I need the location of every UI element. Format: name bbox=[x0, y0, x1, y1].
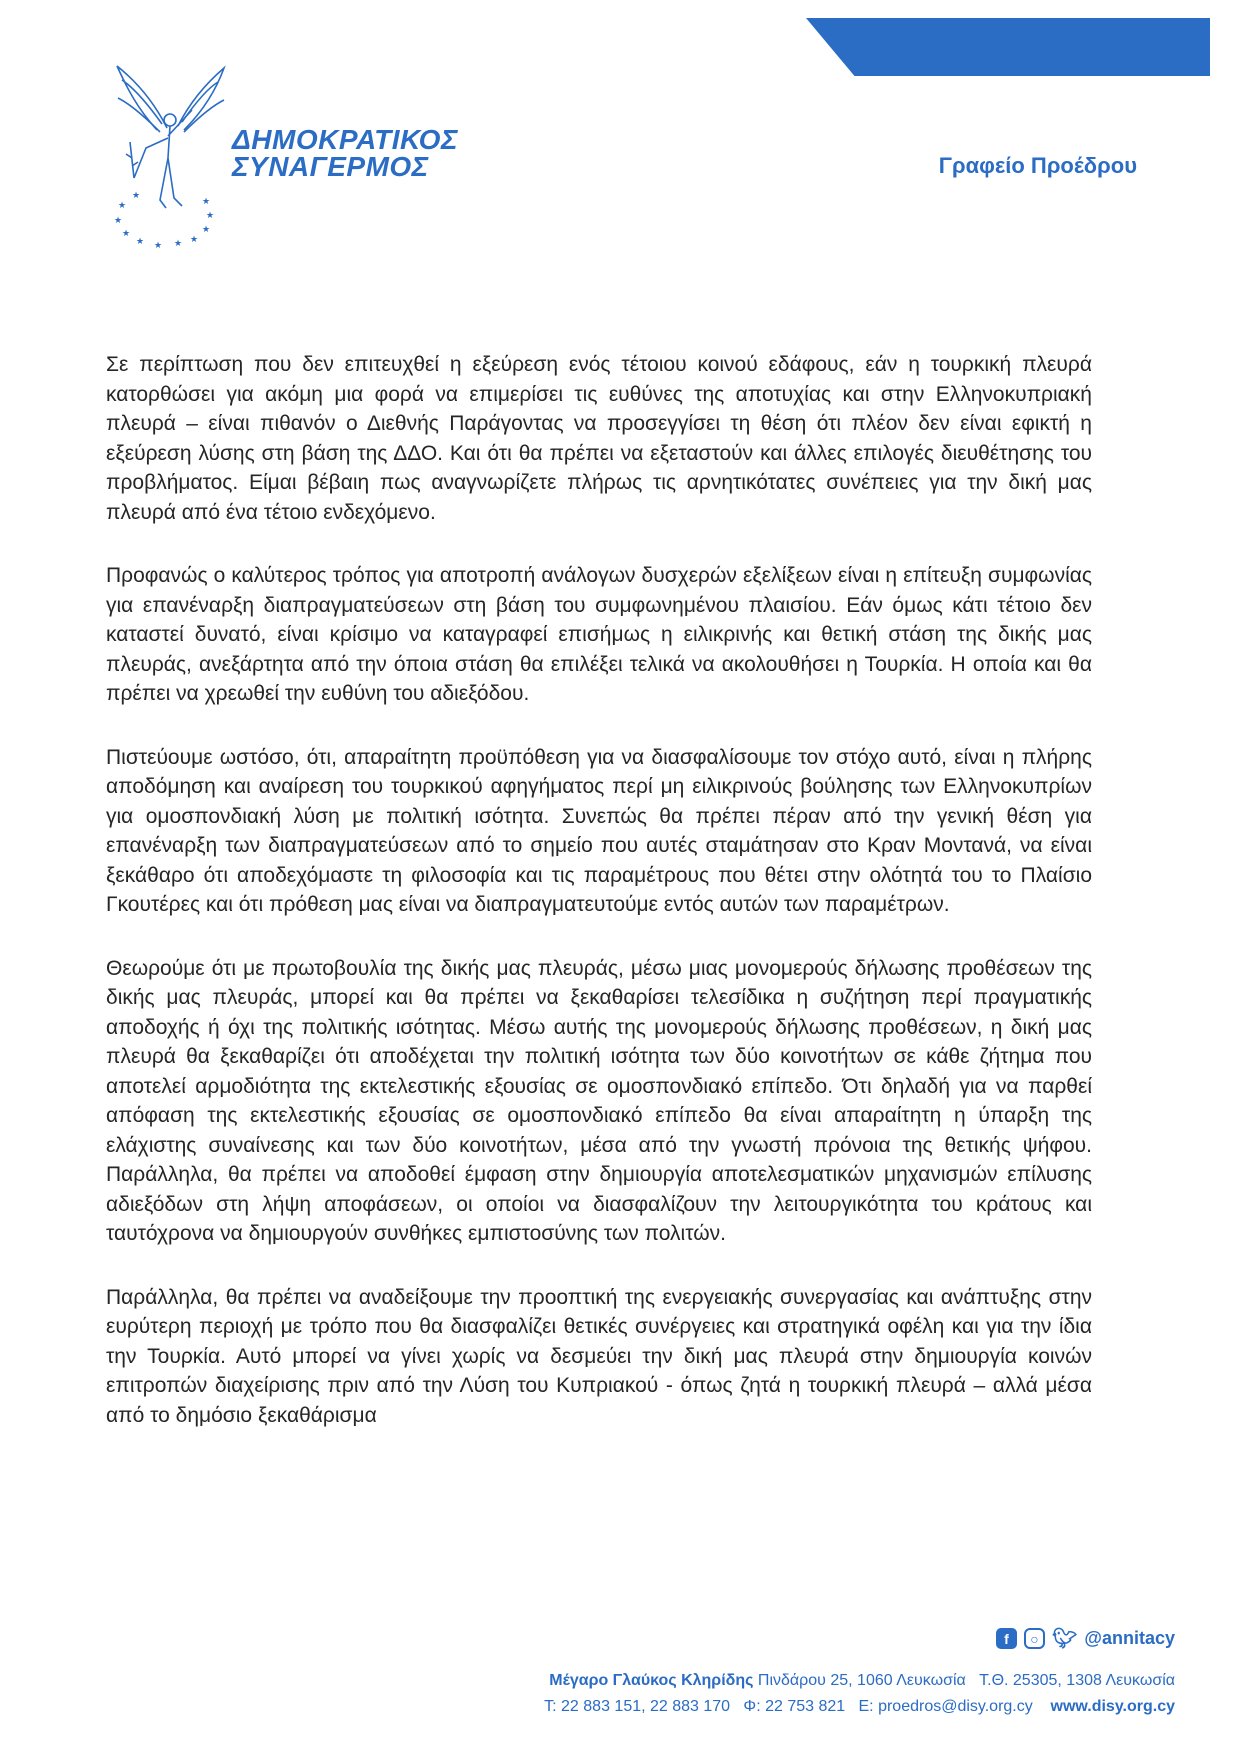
office-title: Γραφείο Προέδρου bbox=[938, 153, 1137, 178]
footer-po-box: Τ.Θ. 25305, 1308 Λευκωσία bbox=[979, 1672, 1175, 1689]
letter-body bbox=[106, 350, 1092, 1464]
svg-text:★: ★ bbox=[202, 197, 211, 207]
social-handle[interactable]: @annitacy bbox=[1084, 1628, 1175, 1648]
footer-fax: Φ: 22 753 821 bbox=[743, 1698, 846, 1715]
svg-text:★: ★ bbox=[136, 237, 145, 247]
paragraph: Θεωρούμε ότι με πρωτοβουλία της δικής μας πλευράς, μέσω μιας μονομερούς δήλωσης προθέσεων της δικής μας πλευράς, μπορεί και θα πρέπει να ξεκαθαρίσει τελεσίδικα η συζήτηση περί πραγματικής αποδοχής ή όχι της πολιτικής ισότητας. Μέσω αυτής της μονομερούς δήλωσης προθέσεων, η δική μας πλευρά θα ξεκαθαρίζει ότι αποδέχεται την πολιτική ισότητα των δύο κοινοτήτων σε κάθε ζήτημα που αποτελεί αρμοδιότητα της εκτελεστικής εξουσίας σε ομοσπονδιακό επίπεδο. Ότι δηλαδή για να παρθεί απόφαση της εκτελεστικής εξουσίας σε ομοσπονδιακό επίπεδο θα είναι απαραίτητη η ύπαρξη της ελάχιστης συναίνεσης και των δύο κοινοτήτων, μέσα από την γνωστή πρόνοια της θετικής ψήφου. Παράλληλα, θα πρέπει να αποδοθεί έμφαση στην δημιουργία αποτελεσματικών μηχανισμών επίλυσης αδιεξόδων στη λήψη αποφάσεων, οι οποίοι να διασφαλίζουν την λειτουργικότητα του κράτους και ταυτόχρονα να δημιουργούν συνθήκες εμπιστοσύνης των πολιτών. bbox=[106, 956, 1092, 1245]
party-name-line1: ΔΗΜΟΚΡΑΤΙΚΟΣ bbox=[232, 124, 458, 155]
footer-website[interactable]: www.disy.org.cy bbox=[1050, 1698, 1175, 1715]
paragraph: Προφανώς ο καλύτερος τρόπος για αποτροπή ανάλογων δυσχερών εξελίξεων είναι η επίτευξη συμφωνίας για επανέναρξη διαπραγματεύσεων στη βάση του συμφωνημένου πλαισίου. Εάν όμως κάτι τέτοιο δεν καταστεί δυνατό, είναι κρίσιμο να καταγραφεί επισήμως η ειλικρινής και θετική στάση της δικής μας πλευράς, ανεξάρτητα από την όποια στάση θα επιλέξει τελικά να ακολουθήσει η Τουρκία. Η οποία και θα πρέπει να χρεωθεί την ευθύνη του αδιεξόδου. bbox=[106, 564, 1092, 705]
party-name-line2: ΣΥΝΑΓΕΡΜΟΣ bbox=[232, 151, 429, 182]
svg-text:★: ★ bbox=[118, 201, 127, 211]
footer-social bbox=[996, 1626, 1175, 1651]
paragraph: Παράλληλα, θα πρέπει να αναδείξουμε την προοπτική της ενεργειακής συνεργασίας και ανάπτυξης στην ευρύτερη περιοχή με τρόπο που θα διασφαλίζει θετικές συνέργειες και στρατηγικά οφέλη και για την ίδια την Τουρκία. Αυτό μπορεί να γίνει χωρίς να δεσμεύει την δική μας πλευρά στην δημιουργία κοινών επιτροπών διαχείρισης πριν από την Λύση του Κυπριακού - όπως ζητά η τουρκική πλευρά – αλλά μέσα από το δημόσιο ξεκαθάρισμα bbox=[106, 1285, 1092, 1427]
svg-text:★: ★ bbox=[202, 225, 211, 235]
twitter-icon[interactable]: 🐦︎ bbox=[1052, 1628, 1078, 1650]
footer-building: Μέγαρο Γλαύκος Κληρίδης bbox=[549, 1672, 754, 1689]
instagram-icon[interactable]: ○ bbox=[1024, 1628, 1045, 1649]
paragraph: Σε περίπτωση που δεν επιτευχθεί η εξεύρεση ενός τέτοιου κοινού εδάφους, εάν η τουρκική πλευρά κατορθώσει για ακόμη μια φορά να επιμερίσει τις ευθύνες της αποτυχίας και στην Ελληνοκυπριακή πλευρά – είναι πιθανόν ο Διεθνής Παράγοντας να προσεγγίσει τη θέση ότι πλέον δεν είναι εφικτή η εξεύρεση λύσης στη βάση της ΔΔΟ. Και ότι θα πρέπει να εξεταστούν και άλλες επιλογές διευθέτησης του προβλήματος. Είμαι βέβαιη πως αναγνωρίζετε πλήρως τις αρνητικότατες συνέπειες για την δική μας πλευρά από ένα τέτοιο ενδεχόμενο. bbox=[106, 353, 1092, 524]
party-logo-icon bbox=[112, 58, 232, 248]
header-band bbox=[806, 18, 1210, 76]
svg-text:★: ★ bbox=[132, 191, 141, 201]
footer-email[interactable]: E: proedros@disy.org.cy bbox=[858, 1698, 1033, 1715]
footer-address: Πινδάρου 25, 1060 Λευκωσία bbox=[757, 1672, 966, 1689]
paragraph: Πιστεύουμε ωστόσο, ότι, απαραίτητη προϋπόθεση για να διασφαλίσουμε τον στόχο αυτό, είναι η πλήρης αποδόμηση και αναίρεση του τουρκικού αφηγήματος περί μη ειλικρινούς βούλησης των Ελληνοκυπρίων για ομοσπονδιακή λύση με πολιτική ισότητα. Συνεπώς θα πρέπει πέραν από την γενική θέση για επανέναρξη των διαπραγματεύσεων από το σημείο που αυτές σταμάτησαν στο Κραν Μοντανά, να είναι ξεκάθαρο ότι αποδεχόμαστε τη φιλοσοφία και τις παραμέτρους που θέτει στην ολότητά του το Πλαίσιο Γκουτέρες και ότι πρόθεση μας είναι να διαπραγματευτούμε εντός αυτών των παραμέτρων. bbox=[106, 745, 1092, 916]
svg-text:★: ★ bbox=[174, 239, 183, 248]
svg-text:★: ★ bbox=[206, 211, 215, 221]
footer-contact-line bbox=[544, 1698, 1175, 1716]
facebook-icon[interactable]: f bbox=[996, 1628, 1017, 1649]
footer-phone: Τ: 22 883 151, 22 883 170 bbox=[544, 1698, 731, 1715]
svg-text:★: ★ bbox=[122, 229, 131, 239]
svg-text:★: ★ bbox=[154, 241, 163, 248]
footer-address-line bbox=[549, 1672, 1175, 1690]
svg-text:★: ★ bbox=[114, 216, 123, 226]
svg-text:★: ★ bbox=[190, 235, 199, 245]
party-name bbox=[232, 126, 458, 180]
